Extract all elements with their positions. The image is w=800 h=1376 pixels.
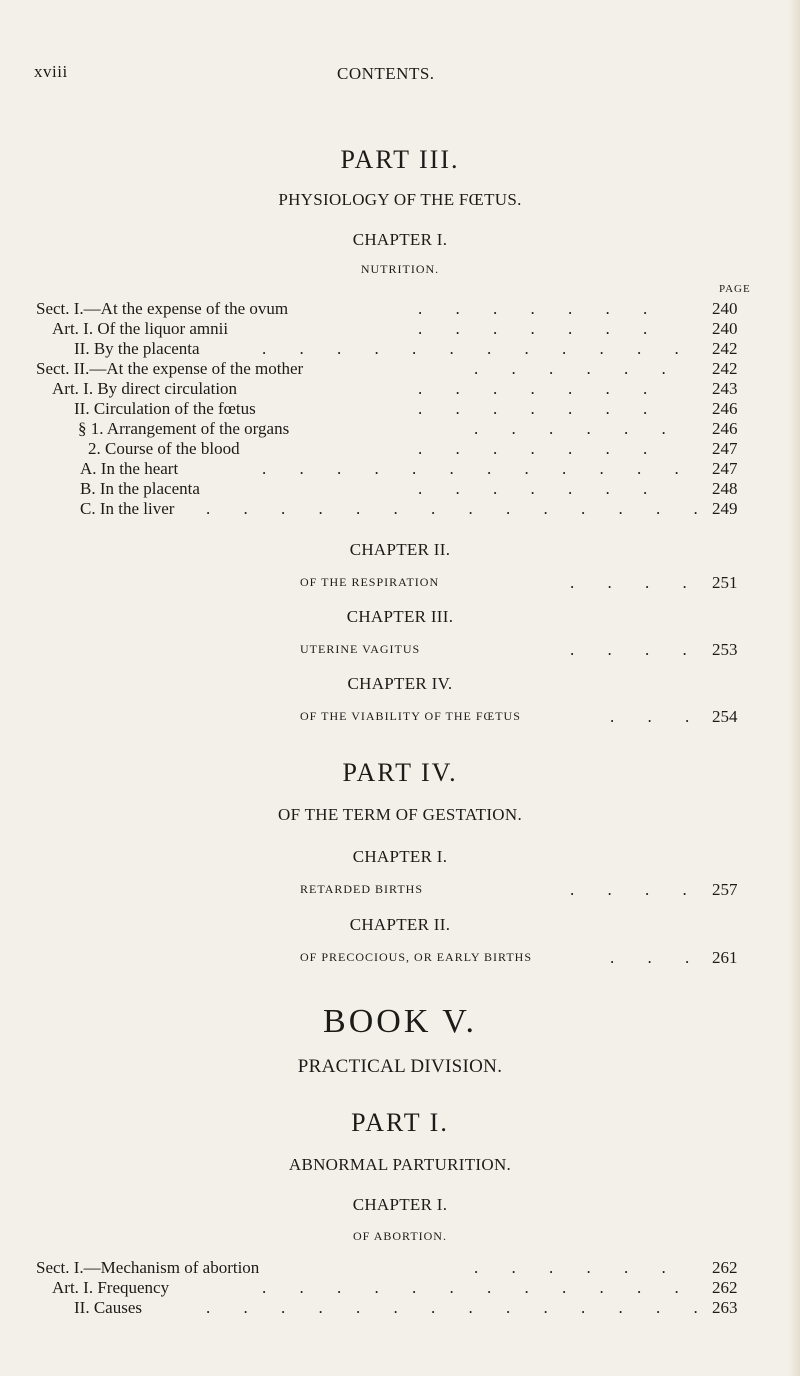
toc-entry-page: 251: [712, 573, 738, 592]
leader-dots: . . . . . .: [474, 359, 668, 378]
leader-dots: . . . . . . .: [418, 439, 650, 458]
toc-entry-page: 253: [712, 640, 738, 659]
toc-entry: [0, 1258, 800, 1278]
toc-entry-page: 246: [712, 399, 738, 418]
toc-entry-page: 257: [712, 880, 738, 899]
leader-dots: . . . . . .: [474, 1258, 668, 1277]
toc-entry: [0, 499, 800, 519]
toc-entry-label: II. By the placenta: [74, 339, 200, 358]
toc-entry-page: 243: [712, 379, 738, 398]
leader-dots: . . . .: [570, 880, 689, 899]
toc-entry-page: 248: [712, 479, 738, 498]
leader-dots: . . . . . . .: [418, 319, 650, 338]
leader-dots: . . . . . . .: [418, 399, 650, 418]
page-number: xviii: [34, 62, 68, 81]
book-5-title: BOOK V.: [323, 1003, 477, 1040]
toc-entry-label: Sect. I.—Mechanism of abortion: [36, 1258, 260, 1277]
toc-entry-label: Art. I. Of the liquor amnii: [52, 319, 229, 338]
book-5-chapter-1-subject: OF ABORTION.: [353, 1229, 447, 1243]
leader-dots: . . . . . . . . . . . .: [262, 1278, 681, 1297]
leader-dots: . . .: [610, 707, 692, 726]
toc-entry: [0, 359, 800, 379]
toc-entry-label: A. In the heart: [80, 459, 179, 478]
toc-entry: [0, 640, 800, 660]
toc-entry-label: OF THE VIABILITY OF THE FŒTUS: [300, 709, 521, 723]
toc-entry: [0, 573, 800, 593]
part-3-subtitle: PHYSIOLOGY OF THE FŒTUS.: [278, 190, 522, 209]
toc-entry-page: 262: [712, 1278, 738, 1297]
toc-entry-label: Sect. I.—At the expense of the ovum: [36, 299, 289, 318]
toc-entry-page: 242: [712, 339, 738, 358]
toc-entry-page: 240: [712, 299, 738, 318]
leader-dots: . . . . . . . . . . . .: [262, 459, 681, 478]
part-3-title: PART III.: [340, 145, 460, 174]
toc-entry-page: 261: [712, 948, 738, 967]
toc-entry: [0, 1298, 800, 1318]
toc-entry-label: Art. I. By direct circulation: [52, 379, 238, 398]
part-3-chapter-1-subject: NUTRITION.: [360, 262, 440, 276]
toc-entry-page: 242: [712, 359, 738, 378]
toc-entry-page: 263: [712, 1298, 738, 1317]
toc-entry-label: C. In the liver: [80, 499, 175, 518]
toc-entry: [0, 948, 800, 968]
toc-entry: [0, 439, 800, 459]
toc-entry-label: RETARDED BIRTHS: [300, 882, 423, 896]
toc-entry: [0, 399, 800, 419]
page-column-label: PAGE: [719, 283, 751, 295]
toc-entry-label: OF THE RESPIRATION: [300, 575, 440, 589]
part-4-chapter-1-heading: CHAPTER I.: [352, 847, 448, 866]
toc-entry-label: 2. Course of the blood: [88, 439, 240, 458]
toc-entry-label: Sect. II.—At the expense of the mother: [36, 359, 304, 378]
toc-entry: [0, 299, 800, 319]
part-3-chapter-4-heading: CHAPTER IV.: [347, 674, 453, 693]
book-5-chapter-1-heading: CHAPTER I.: [352, 1195, 448, 1214]
toc-entry-label: UTERINE VAGITUS: [300, 642, 421, 656]
toc-entry-label: § 1. Arrangement of the organs: [78, 419, 290, 438]
toc-entry-page: 262: [712, 1258, 738, 1277]
toc-entry-label: Art. I. Frequency: [52, 1278, 170, 1297]
leader-dots: . . . . . . .: [418, 479, 650, 498]
toc-entry-page: 240: [712, 319, 738, 338]
toc-entry-label: II. Causes: [74, 1298, 142, 1317]
part-4-title: PART IV.: [342, 758, 458, 787]
toc-entry: [0, 880, 800, 900]
toc-entry-page: 247: [712, 459, 738, 478]
leader-dots: . . . . . . . . . . . . . .: [206, 499, 700, 518]
book-5-subtitle: PRACTICAL DIVISION.: [297, 1056, 503, 1077]
leader-dots: . . . . . . .: [418, 379, 650, 398]
book-5-part-1-title: PART I.: [351, 1108, 449, 1137]
toc-entry-label: II. Circulation of the fœtus: [74, 399, 256, 418]
part-3-chapter-2-heading: CHAPTER II.: [349, 540, 451, 559]
leader-dots: . . . . . . . . . . . .: [262, 339, 681, 358]
toc-entry: [0, 707, 800, 727]
toc-entry-label: B. In the placenta: [80, 479, 200, 498]
leader-dots: . . . . . .: [474, 419, 668, 438]
toc-entry: [0, 379, 800, 399]
toc-entry-label: OF PRECOCIOUS, OR EARLY BIRTHS: [300, 950, 532, 964]
part-4-chapter-2-heading: CHAPTER II.: [349, 915, 451, 934]
toc-entry: [0, 1278, 800, 1298]
part-3-chapter-3-heading: CHAPTER III.: [346, 607, 454, 626]
toc-entry-page: 246: [712, 419, 738, 438]
toc-entry: [0, 459, 800, 479]
leader-dots: . . .: [610, 948, 692, 967]
part-3-chapter-1-heading: CHAPTER I.: [352, 230, 448, 249]
running-title: CONTENTS.: [337, 64, 435, 83]
toc-entry: [0, 319, 800, 339]
leader-dots: . . . .: [570, 573, 689, 592]
toc-entry: [0, 339, 800, 359]
toc-entry-page: 247: [712, 439, 738, 458]
toc-entry-page: 254: [712, 707, 738, 726]
part-4-subtitle: OF THE TERM OF GESTATION.: [278, 805, 522, 824]
toc-entry: [0, 419, 800, 439]
toc-entry-page: 249: [712, 499, 738, 518]
book-5-part-1-subtitle: ABNORMAL PARTURITION.: [288, 1155, 512, 1174]
toc-entry: [0, 479, 800, 499]
leader-dots: . . . . . . .: [418, 299, 650, 318]
leader-dots: . . . .: [570, 640, 689, 659]
leader-dots: . . . . . . . . . . . . . .: [206, 1298, 700, 1317]
